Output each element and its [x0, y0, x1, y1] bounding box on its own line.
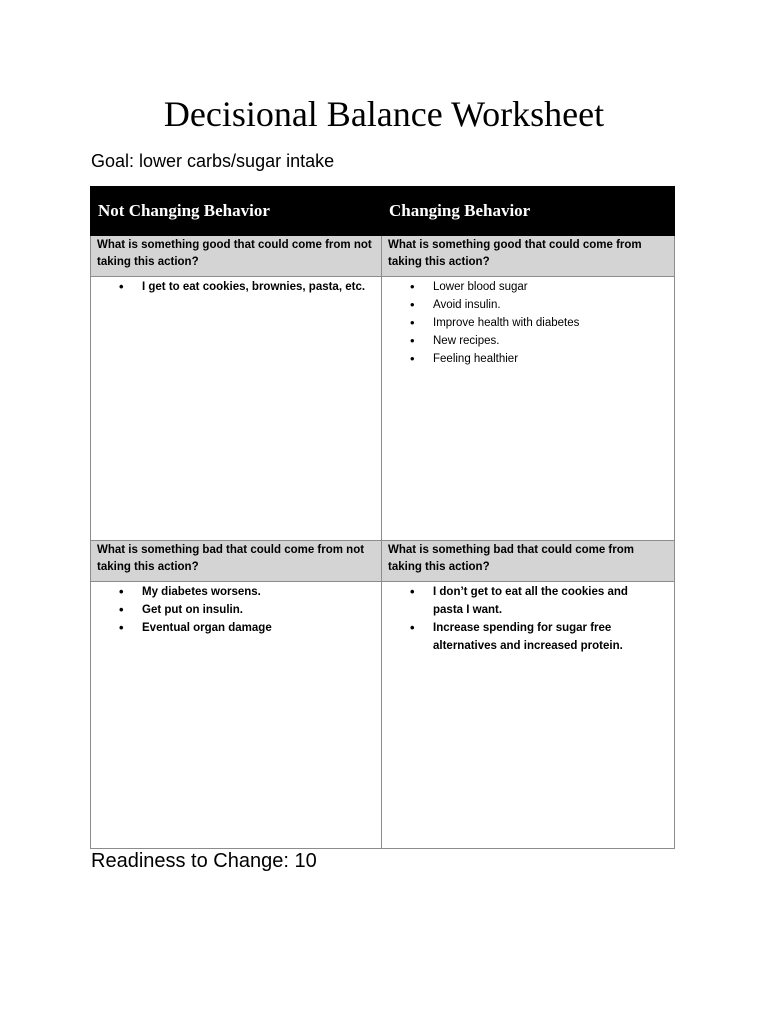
question-bad-changing: What is something bad that could come from taking this action? [382, 541, 675, 582]
list-item: • I don’t get to eat all the cookies and pasta I want. [433, 583, 674, 619]
answer-cell-good-not-changing [91, 277, 382, 541]
answer-row-good [91, 277, 675, 541]
question-bad-not-changing: What is something bad that could come from not taking this action? [91, 541, 382, 582]
list-item: • I get to eat cookies, brownies, pasta, etc. [142, 278, 381, 296]
answer-list-good-not-changing [91, 278, 381, 296]
list-item: • Improve health with diabetes [433, 314, 674, 332]
question-row-good [91, 236, 675, 277]
answer-list-good-changing [382, 278, 674, 368]
answer-row-bad [91, 582, 675, 849]
list-item: • Feeling healthier [433, 350, 674, 368]
list-item: • Eventual organ damage [142, 619, 381, 637]
decisional-balance-table [90, 186, 675, 849]
header-row [91, 187, 675, 236]
list-item: • Avoid insulin. [433, 296, 674, 314]
list-item: • New recipes. [433, 332, 674, 350]
goal-text: Goal: lower carbs/sugar intake [91, 151, 335, 171]
list-item: • Get put on insulin. [142, 601, 381, 619]
answer-cell-good-changing [382, 277, 675, 541]
list-item: • Increase spending for sugar free alternatives and increased protein. [433, 619, 674, 655]
list-item: • Lower blood sugar [433, 278, 674, 296]
readiness-to-change: Readiness to Change: 10 [91, 850, 317, 872]
page-title: Decisional Balance Worksheet [163, 94, 605, 134]
header-not-changing: Not Changing Behavior [91, 187, 382, 236]
question-good-changing: What is something good that could come from taking this action? [382, 236, 675, 277]
list-item: • My diabetes worsens. [142, 583, 381, 601]
answer-cell-bad-not-changing [91, 582, 382, 849]
answer-list-bad-changing [382, 583, 674, 655]
answer-cell-bad-changing [382, 582, 675, 849]
question-good-not-changing: What is something good that could come from not taking this action? [91, 236, 382, 277]
header-changing: Changing Behavior [382, 187, 675, 236]
answer-list-bad-not-changing [91, 583, 381, 637]
question-row-bad [91, 541, 675, 582]
